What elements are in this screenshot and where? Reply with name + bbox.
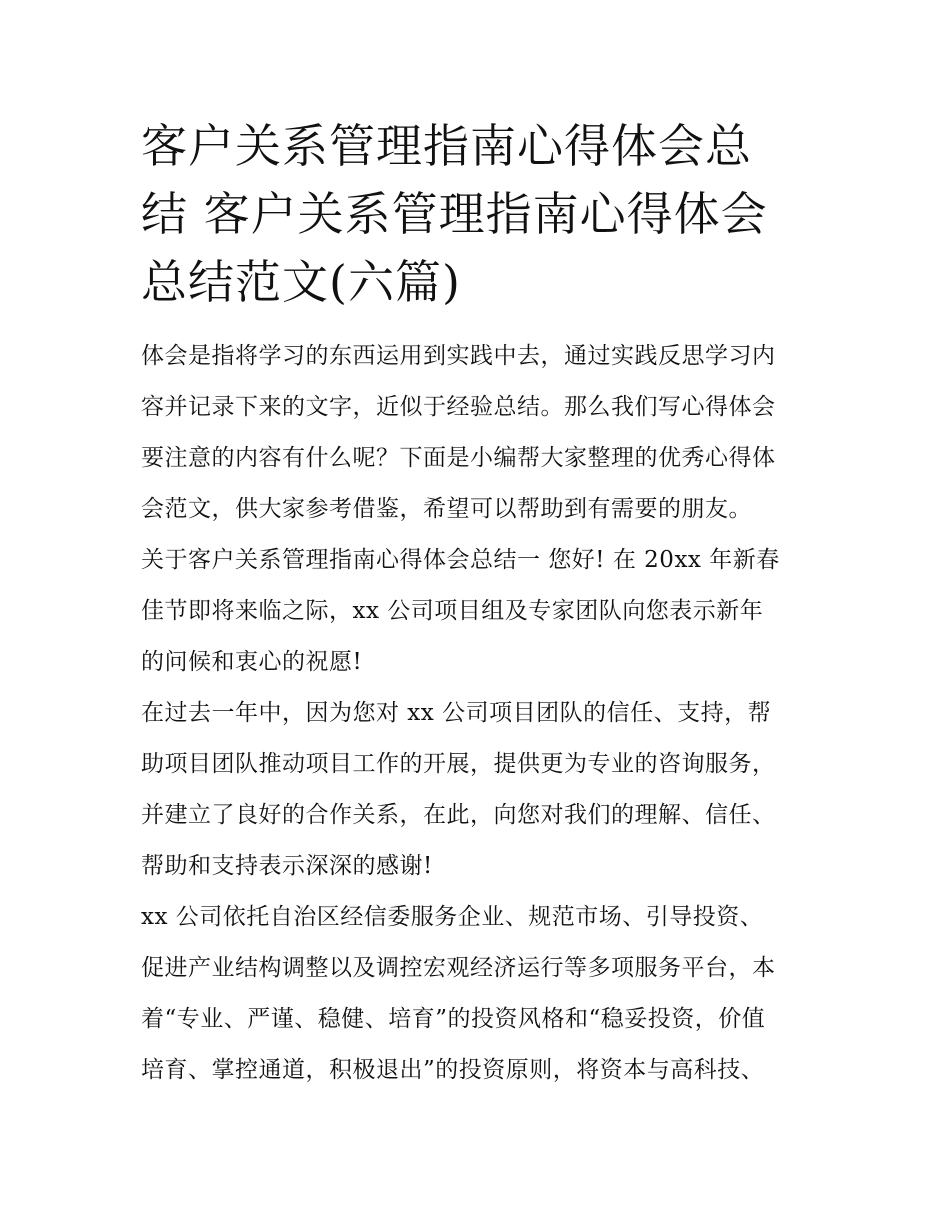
document-body xyxy=(141,331,817,1096)
body-line: 关于客户关系管理指南心得体会总结一 您好! 在 20xx 年新春 xyxy=(141,547,780,573)
body-line: 着“专业、严谨、稳健、培育”的投资风格和“稳妥投资，价值 xyxy=(141,1006,766,1032)
document-title xyxy=(141,112,817,316)
body-line: 在过去一年中，因为您对 xx 公司项目团队的信任、支持，帮 xyxy=(141,700,772,726)
body-line: 促进产业结构调整以及调控宏观经济运行等多项服务平台，本 xyxy=(141,955,776,981)
body-line: 体会是指将学习的东西运用到实践中去，通过实践反思学习内 xyxy=(141,343,776,369)
title-line: 客户关系管理指南心得体会总 xyxy=(141,119,752,173)
document-page xyxy=(141,112,817,1096)
body-line: 助项目团队推动项目工作的开展，提供更为专业的咨询服务， xyxy=(141,751,776,777)
body-line: 培育、掌控通道，积极退出”的投资原则，将资本与高科技、 xyxy=(141,1057,765,1083)
body-line: xx 公司依托自治区经信委服务企业、规范市场、引导投资、 xyxy=(141,904,764,930)
body-line: 会范文，供大家参考借鉴，希望可以帮助到有需要的朋友。 xyxy=(141,496,752,522)
body-line: 并建立了良好的合作关系，在此，向您对我们的理解、信任、 xyxy=(141,802,776,828)
body-line: 帮助和支持表示深深的感谢! xyxy=(141,853,433,879)
title-line: 总结范文(六篇) xyxy=(141,255,461,309)
body-line: 佳节即将来临之际，xx 公司项目组及专家团队向您表示新年 xyxy=(141,598,764,624)
body-line: 的问候和衷心的祝愿! xyxy=(141,649,363,675)
body-line: 容并记录下来的文字，近似于经验总结。那么我们写心得体会 xyxy=(141,394,776,420)
body-line: 要注意的内容有什么呢？下面是小编帮大家整理的优秀心得体 xyxy=(141,445,776,471)
title-line: 结 客户关系管理指南心得体会 xyxy=(141,187,768,241)
